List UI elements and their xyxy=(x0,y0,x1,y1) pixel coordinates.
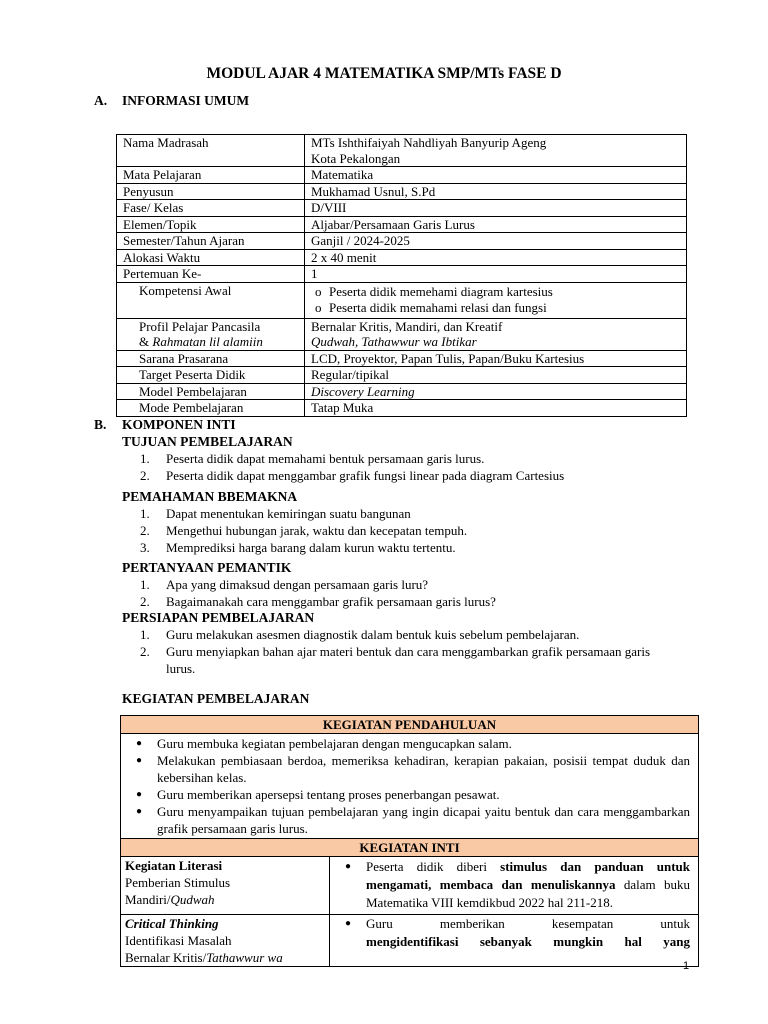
section-b-label: KOMPONEN INTI xyxy=(122,417,236,432)
pendahuluan-header: KEGIATAN PENDAHULUAN xyxy=(121,716,699,734)
info-table xyxy=(116,134,687,417)
info-value: Matematika xyxy=(305,167,687,184)
bullet-icon: ● xyxy=(344,861,352,872)
info-row-fase xyxy=(117,200,687,217)
info-row-elemen xyxy=(117,216,687,233)
info-value: Tatap Muka xyxy=(305,400,687,417)
section-a-heading xyxy=(94,93,249,109)
critical-label: Critical Thinking Identifikasi Masalah Bernalar Kritis/Tathawwur wa xyxy=(121,915,330,967)
bullet-icon: ● xyxy=(135,738,143,749)
literasi-row xyxy=(121,857,699,915)
pemahaman-list xyxy=(140,505,700,556)
info-label: Penyusun xyxy=(117,183,305,200)
pendahuluan-body xyxy=(121,734,699,839)
bullet-icon: ● xyxy=(135,806,143,817)
info-value: D/VIII xyxy=(305,200,687,217)
persiapan-heading: PERSIAPAN PEMBELAJARAN xyxy=(122,610,315,625)
info-row-target xyxy=(117,367,687,384)
info-label: Alokasi Waktu xyxy=(117,249,305,266)
list-item: ● Melakukan pembiasaan berdoa, memeriksa kehadiran, kerapian pakaian, posisii tempat duduk dan kebersihan kelas. xyxy=(121,752,698,786)
list-item: 3. Memprediksi harga barang dalam kurun waktu tertentu. xyxy=(140,540,456,555)
info-label: Semester/Tahun Ajaran xyxy=(117,233,305,250)
literasi-content: ● Peserta didik diberi stimulus dan panduan untuk mengamati, membaca dan menuliskannya dalam buku Matematika VIII kemdikbud 2022 hal 211-218. xyxy=(330,857,699,915)
info-row-sarana xyxy=(117,350,687,367)
info-value: 1 xyxy=(305,266,687,283)
info-row-alokasi xyxy=(117,249,687,266)
list-item: 2. Guru menyiapkan bahan ajar materi bentuk dan cara menggambarkan grafik persamaan garis lurus. xyxy=(140,644,651,676)
info-label: Mode Pembelajaran xyxy=(117,400,305,417)
info-label: Profil Pelajar Pancasila & Rahmatan lil alamiin xyxy=(117,318,305,350)
info-value: MTs Ishthifaiyah Nahdliyah Banyurip Ageng Kota Pekalongan xyxy=(305,135,687,167)
list-item: o Peserta didik memahami relasi dan fungsi xyxy=(315,300,547,315)
list-item: ● Guru menyampaikan tujuan pembelajaran yang ingin dicapai yaitu bentuk dan cara menggambarkan grafik persamaan garis lurus. xyxy=(121,803,698,837)
info-label: Kompetensi Awal xyxy=(117,282,305,318)
info-row-semester xyxy=(117,233,687,250)
list-item: 2. Mengethui hubungan jarak, waktu dan kecepatan tempuh. xyxy=(140,523,468,538)
section-b-letter: B. xyxy=(94,417,107,432)
list-item: 1. Peserta didik dapat memahami bentuk persamaan garis lurus. xyxy=(140,451,485,466)
info-value: Aljabar/Persamaan Garis Lurus xyxy=(305,216,687,233)
tujuan-heading: TUJUAN PEMBELAJARAN xyxy=(122,434,293,449)
list-item: ● Guru membuka kegiatan pembelajaran dengan mengucapkan salam. xyxy=(121,735,698,752)
section-a-letter: A. xyxy=(94,93,108,108)
info-label: Sarana Prasarana xyxy=(117,350,305,367)
info-label: Target Peserta Didik xyxy=(117,367,305,384)
info-row-nama xyxy=(117,135,687,167)
pertanyaan-heading: PERTANYAAN PEMANTIK xyxy=(122,560,292,575)
inti-header: KEGIATAN INTI xyxy=(121,839,699,857)
kegiatan-table xyxy=(120,715,699,967)
info-value: LCD, Proyektor, Papan Tulis, Papan/Buku Kartesius xyxy=(305,350,687,367)
section-b-heading xyxy=(94,417,236,433)
list-item: 2. Peserta didik dapat menggambar grafik fungsi linear pada diagram Cartesius xyxy=(140,468,565,483)
tujuan-list xyxy=(140,450,700,484)
info-label: Nama Madrasah xyxy=(117,135,305,167)
persiapan-list xyxy=(140,626,700,677)
bullet-icon: ● xyxy=(135,789,143,800)
info-row-model xyxy=(117,383,687,400)
info-value: 2 x 40 menit xyxy=(305,249,687,266)
info-value: Mukhamad Usnul, S.Pd xyxy=(305,183,687,200)
list-item: 2. Bagaimanakah cara menggambar grafik persamaan garis lurus? xyxy=(140,594,496,609)
critical-content: ● Guru memberikan kesempatan untuk mengidentifikasi sebanyak mungkin hal yang xyxy=(330,915,699,967)
pemahaman-heading: PEMAHAMAN BBEMAKNA xyxy=(122,489,298,504)
info-label: Elemen/Topik xyxy=(117,216,305,233)
list-item: 1. Guru melakukan asesmen diagnostik dalam bentuk kuis sebelum pembelajaran. xyxy=(140,627,580,642)
info-label: Model Pembelajaran xyxy=(117,383,305,400)
page-number: 1 xyxy=(683,960,690,972)
document-title: MODUL AJAR 4 MATEMATIKA SMP/MTs FASE D xyxy=(206,65,562,82)
info-value xyxy=(305,282,687,318)
info-value: Ganjil / 2024-2025 xyxy=(305,233,687,250)
info-row-mode xyxy=(117,400,687,417)
section-a-label: INFORMASI UMUM xyxy=(122,93,250,108)
info-row-mapel xyxy=(117,167,687,184)
info-row-kompetensi xyxy=(117,282,687,318)
pertanyaan-list xyxy=(140,576,700,610)
bullet-icon: ● xyxy=(344,918,352,929)
list-item: 1. Dapat menentukan kemiringan suatu bangunan xyxy=(140,506,411,521)
bullet-icon: ● xyxy=(135,755,143,766)
info-row-penyusun xyxy=(117,183,687,200)
kegiatan-heading: KEGIATAN PEMBELAJARAN xyxy=(122,691,310,706)
info-label: Mata Pelajaran xyxy=(117,167,305,184)
info-row-pertemuan xyxy=(117,266,687,283)
info-value: Regular/tipikal xyxy=(305,367,687,384)
list-item: ● Guru memberikan apersepsi tentang proses penerbangan pesawat. xyxy=(121,786,698,803)
info-label: Pertemuan Ke- xyxy=(117,266,305,283)
list-item: o Peserta didik memehami diagram kartesius xyxy=(315,283,553,299)
info-label: Fase/ Kelas xyxy=(117,200,305,217)
critical-row xyxy=(121,915,699,967)
info-row-profil xyxy=(117,318,687,350)
list-item: 1. Apa yang dimaksud dengan persamaan garis luru? xyxy=(140,577,429,592)
info-value: Discovery Learning xyxy=(305,383,687,400)
info-value: Bernalar Kritis, Mandiri, dan Kreatif Qudwah, Tathawwur wa Ibtikar xyxy=(305,318,687,350)
literasi-label: Kegiatan Literasi Pemberian Stimulus Mandiri/Qudwah xyxy=(121,857,330,915)
